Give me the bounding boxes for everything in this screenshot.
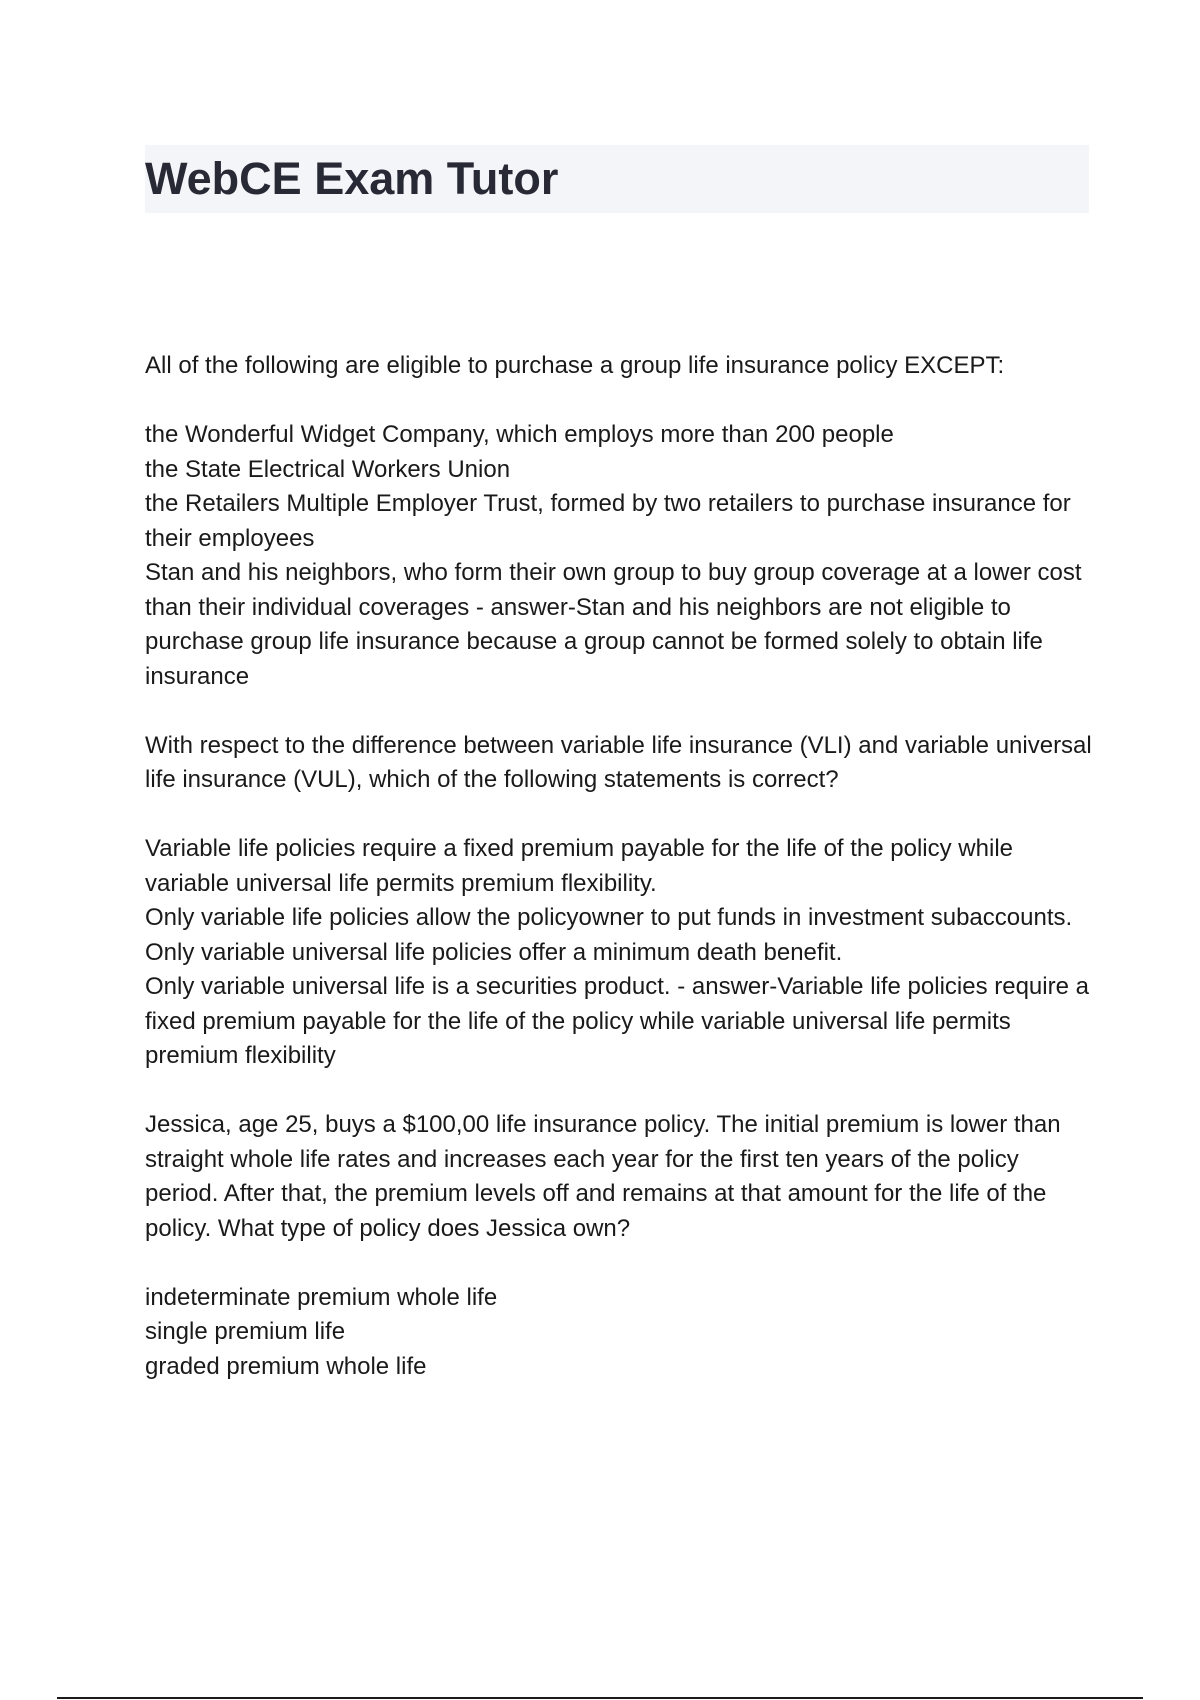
question-text: With respect to the difference between variable life insurance (VLI) and variable universal life insurance (VUL), which of the following statements is correct? — [145, 731, 1092, 793]
question-text: Jessica, age 25, buys a $100,00 life insurance policy. The initial premium is lower than straight whole life rates and increases each year for the first ten years of the policy period. After that, the premium levels off and remains at that amount for the life of the policy. What type of policy does Jessica own? — [145, 1111, 1061, 1242]
document-body — [145, 349, 1095, 1419]
question-3-options — [145, 1281, 1095, 1385]
question-2 — [145, 729, 1095, 798]
title-banner — [145, 145, 1089, 213]
question-1-options — [145, 418, 1095, 694]
option-item-with-answer: Only variable universal life is a securities product. - answer-Variable life policies require a fixed premium payable for the life of the policy while variable universal life permits premium flexibility — [145, 973, 1089, 1069]
option-item: Only variable life policies allow the policyowner to put funds in investment subaccounts. — [145, 904, 1073, 931]
option-item: the State Electrical Workers Union — [145, 455, 511, 483]
option-item: indeterminate premium whole life — [145, 1283, 498, 1311]
question-1 — [145, 349, 1095, 384]
question-3 — [145, 1108, 1095, 1246]
option-item: graded premium whole life — [145, 1352, 427, 1380]
option-item-with-answer: Stan and his neighbors, who form their own group to buy group coverage at a lower cost than their individual coverages - answer-Stan and his neighbors are not eligible to purchase group life insurance because a group cannot be formed solely to obtain life insurance — [145, 559, 1082, 690]
option-item: Only variable universal life policies offer a minimum death benefit. — [145, 938, 843, 966]
page-title: WebCE Exam Tutor — [145, 153, 559, 204]
question-2-options — [145, 832, 1095, 1074]
option-item: single premium life — [145, 1318, 346, 1345]
option-item: the Wonderful Widget Company, which employs more than 200 people — [145, 421, 894, 448]
option-item: Variable life policies require a fixed premium payable for the life of the policy while variable universal life permits premium flexibility. — [145, 835, 1013, 897]
page-bottom-divider — [57, 1697, 1143, 1699]
question-text: All of the following are eligible to purchase a group life insurance policy EXCEPT: — [145, 352, 1005, 379]
option-item: the Retailers Multiple Employer Trust, formed by two retailers to purchase insurance for their employees — [145, 490, 1071, 552]
